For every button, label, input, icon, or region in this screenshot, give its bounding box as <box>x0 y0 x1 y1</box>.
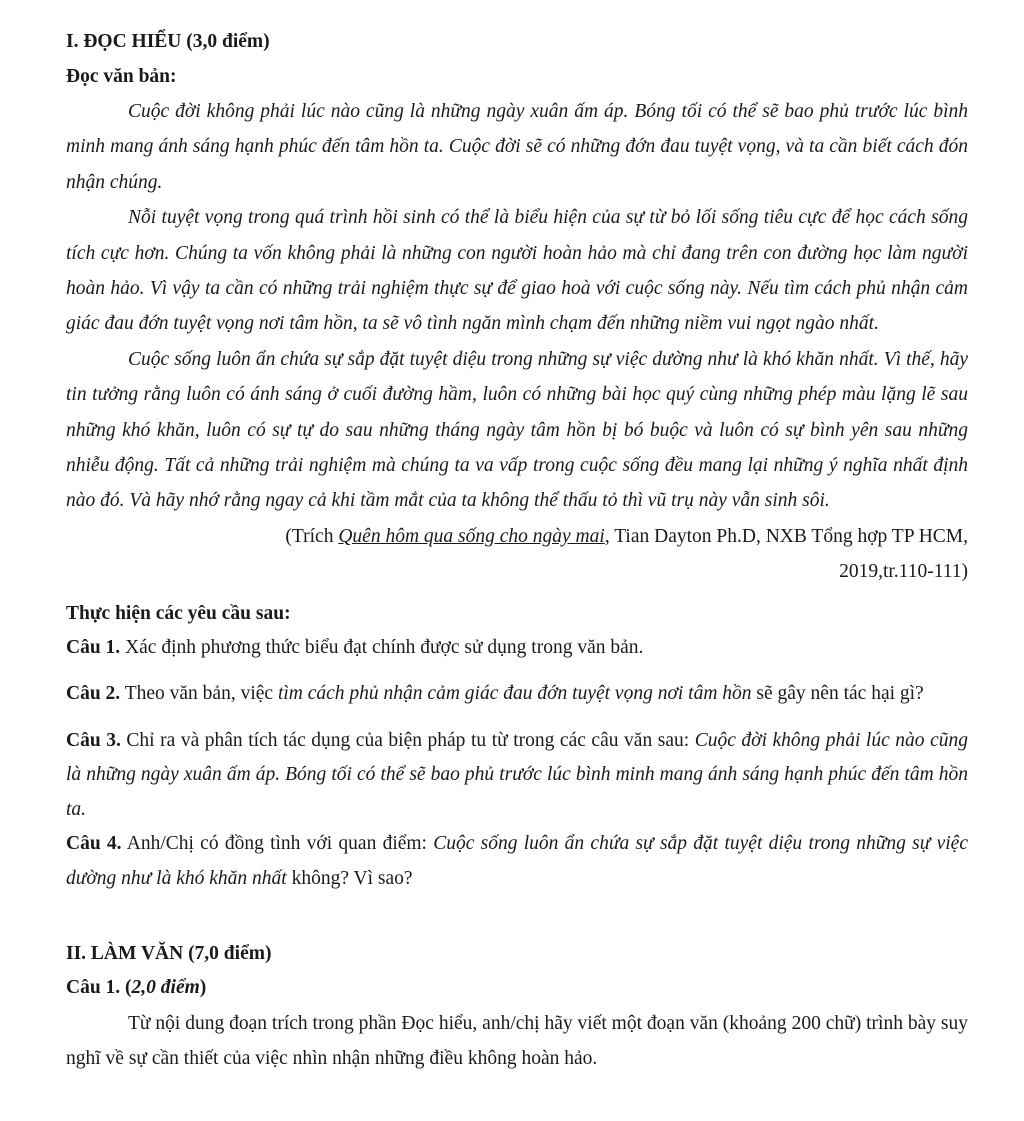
source-title: Quên hôm qua sống cho ngày mai <box>338 525 605 547</box>
source-rest: , Tian Dayton Ph.D, NXB Tổng hợp TP HCM, <box>604 525 968 547</box>
question-1-text: Xác định phương thức biểu đạt chính được sử dụng trong văn bản. <box>120 636 644 658</box>
question-2-text-before: Theo văn bản, việc <box>120 683 278 705</box>
question-1 <box>66 631 968 666</box>
essay-question-1-label <box>66 971 968 1006</box>
question-4-text-before: Anh/Chị có đồng tình với quan điểm: <box>121 833 434 855</box>
source-prefix: (Trích <box>285 525 339 547</box>
question-3-text-before: Chỉ ra và phân tích tác dụng của biện pháp tu từ trong các câu văn sau: <box>120 729 695 751</box>
section2-heading: II. LÀM VĂN (7,0 điểm) <box>66 943 272 965</box>
tasks-label: Thực hiện các yêu cầu sau: <box>66 602 291 624</box>
question-2 <box>66 677 968 712</box>
question-4-quote: Cuộc sống luôn ẩn chứa sự sắp đặt tuyệt diệu trong những sự việc dường như là khó khăn nhất <box>66 833 968 889</box>
question-4 <box>66 827 968 896</box>
question-4-label: Câu 4. <box>66 833 122 855</box>
question-3-label: Câu 3. <box>66 729 121 751</box>
essay-q1-label: Câu 1. ( <box>66 977 132 999</box>
essay-question-1-text: Từ nội dung đoạn trích trong phần Đọc hiểu, anh/chị hãy viết một đoạn văn (khoảng 200 chữ) trình bày suy nghĩ về sự cần thiết của việc nhìn nhận những điều không hoàn hảo. <box>66 1012 968 1070</box>
passage-paragraph-1: Cuộc đời không phải lúc nào cũng là những ngày xuân ấm áp. Bóng tối có thể sẽ bao phủ trước lúc bình minh mang ánh sáng hạnh phúc đến tâm hồn ta. Cuộc đời sẽ có những đớn đau tuyệt vọng, và ta cần biết cách đón nhận chúng. <box>66 101 968 193</box>
passage-paragraph-2: Nỗi tuyệt vọng trong quá trình hồi sinh có thể là biểu hiện của sự từ bỏ lối sống tiêu cực để học cách sống tích cực hơn. Chúng ta vốn không phải là những con người hoàn hảo mà chỉ đang trên con đường học làm người hoàn hảo. Vì vậy ta cần có những trải nghiệm thực sự để giao hoà với cuộc sống này. Nếu tìm cách phủ nhận cảm giác đau đớn tuyệt vọng nơi tâm hồn, ta sẽ vô tình ngăn mình chạm đến những niềm vui ngọt ngào nhất. <box>66 207 968 335</box>
essay-q1-points: 2,0 điểm <box>131 977 200 999</box>
question-2-text-after: sẽ gây nên tác hại gì? <box>751 683 924 705</box>
section1-heading: I. ĐỌC HIỂU (3,0 điểm) <box>66 31 270 52</box>
question-2-quote: tìm cách phủ nhận cảm giác đau đớn tuyệt vọng nơi tâm hồn <box>277 683 752 705</box>
question-1-label: Câu 1. <box>66 636 121 658</box>
essay-q1-close: ) <box>199 977 207 999</box>
question-2-label: Câu 2. <box>66 683 121 705</box>
reading-passage <box>66 94 968 519</box>
passage-source <box>66 519 968 590</box>
question-3-quote: Cuộc đời không phải lúc nào cũng là những ngày xuân ấm áp. Bóng tối có thể sẽ bao phủ trước lúc bình minh mang ánh sáng hạnh phúc đến tâm hồn ta. <box>66 729 969 820</box>
passage-paragraph-3: Cuộc sống luôn ẩn chứa sự sắp đặt tuyệt diệu trong những sự việc dường như là khó khăn nhất. Vì thế, hãy tin tưởng rằng luôn có ánh sáng ở cuối đường hầm, luôn có những bài học quý cùng những phép màu lặng lẽ sau những khó khăn, luôn có sự tự do sau những tháng ngày tâm hồn bị bó buộc và luôn có sự bình yên sau những nhiễu động. Tất cả những trải nghiệm mà chúng ta va vấp trong cuộc sống đều mang lại những ý nghĩa nhất định nào đó. Và hãy nhớ rằng ngay cả khi tầm mắt của ta không thể thấu tỏ thì vũ trụ này vẫn sinh sôi. <box>66 348 968 512</box>
read-text-label: Đọc văn bản: <box>66 66 177 87</box>
question-3 <box>66 724 968 828</box>
question-4-text-after: không? Vì sao? <box>286 867 413 889</box>
source-line-2: 2019,tr.110-111) <box>839 561 968 583</box>
